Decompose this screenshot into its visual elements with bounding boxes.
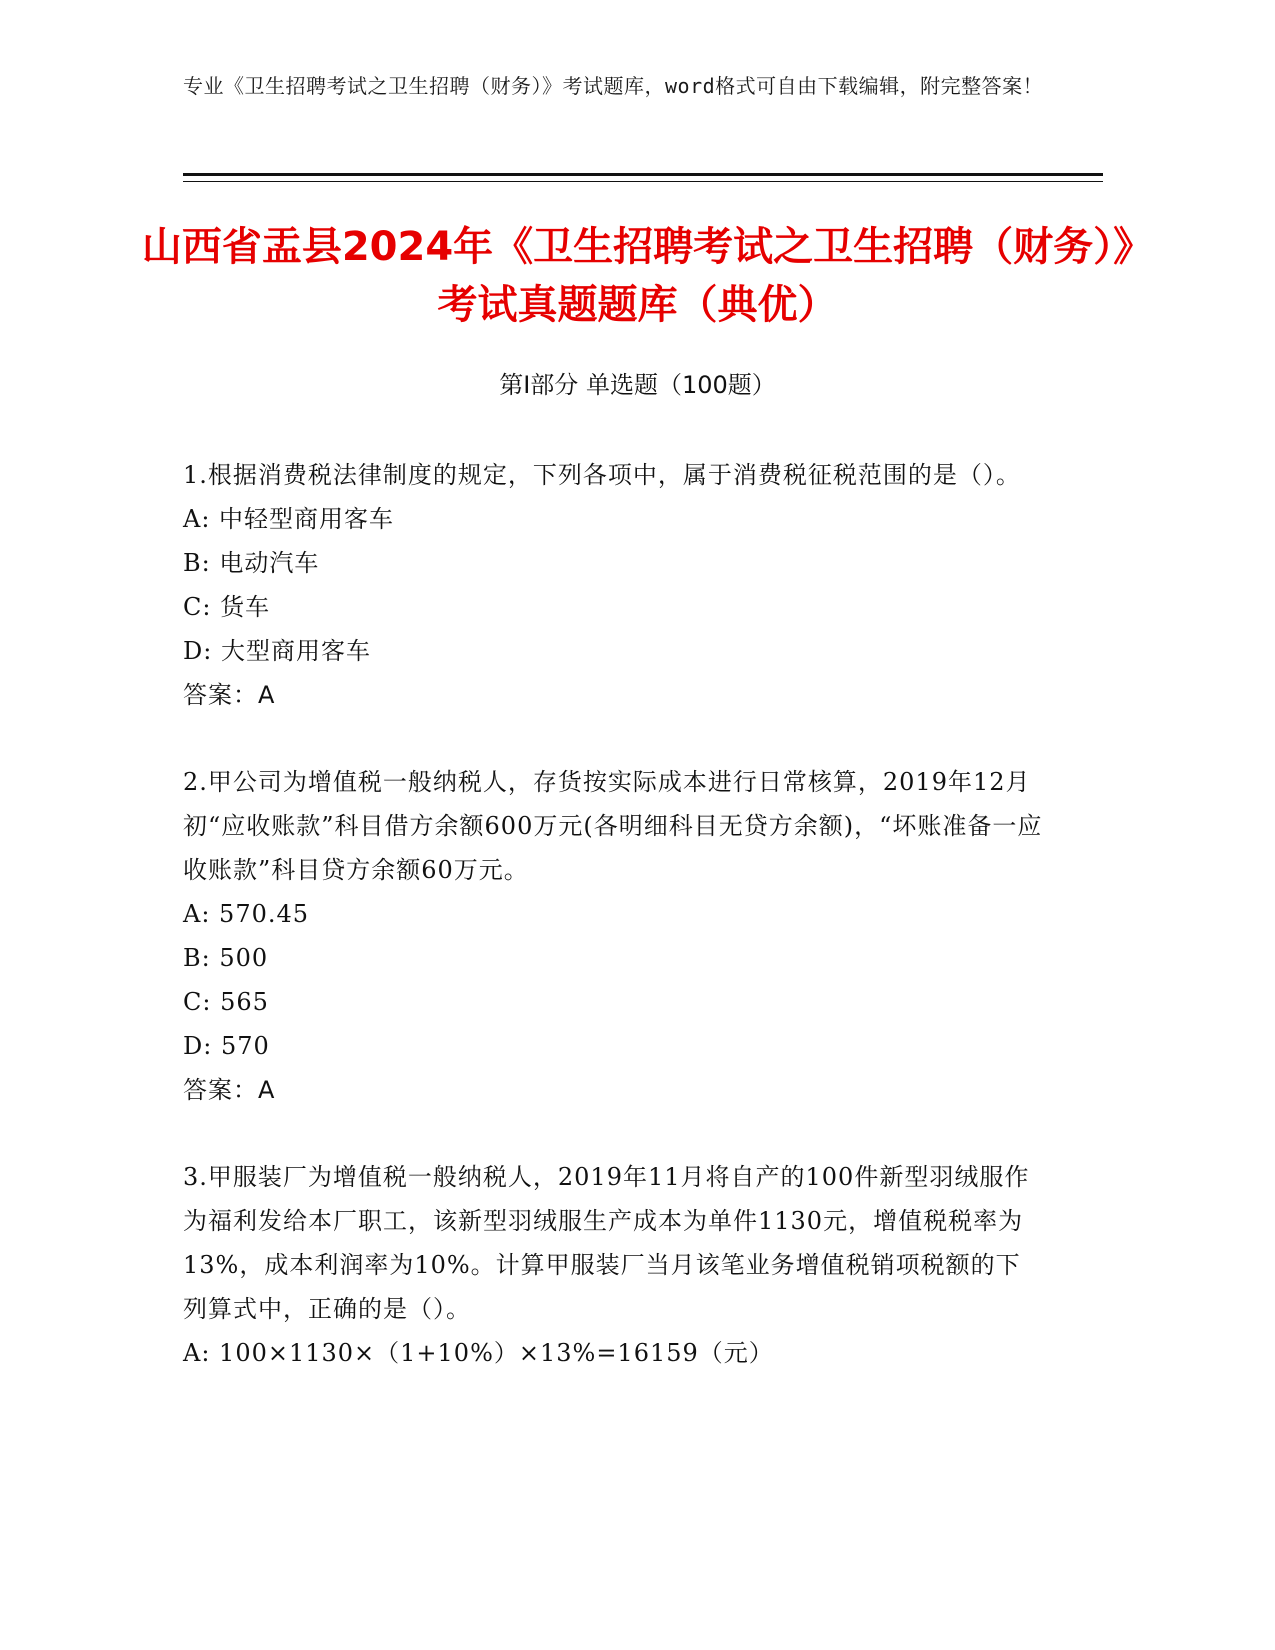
question-stem: 1.根据消费税法律制度的规定，下列各项中，属于消费税征税范围的是（）。 xyxy=(183,461,1021,489)
option-c: C: 565 xyxy=(183,988,269,1016)
spacer xyxy=(183,1112,1043,1155)
question-block xyxy=(183,1155,1043,1375)
question-block xyxy=(183,760,1043,1112)
question-block xyxy=(183,453,1043,717)
option-d: D: 大型商用客车 xyxy=(183,637,371,665)
option-a: A: 100×1130×（1+10%）×13%=16159（元） xyxy=(183,1339,774,1367)
option-c: C: 货车 xyxy=(183,593,271,621)
question-list xyxy=(183,453,1043,1375)
header-note: 专业《卫生招聘考试之卫生招聘（财务）》考试题库，word格式可自由下载编辑，附完整答案！ xyxy=(183,74,1044,98)
section-title: 第Ⅰ部分 单选题（100题） xyxy=(499,371,776,399)
header-rule-thin xyxy=(183,181,1103,182)
question-stem: 3.甲服装厂为增值税一般纳税人，2019年11月将自产的100件新型羽绒服作为福利发给本厂职工，该新型羽绒服生产成本为单件1130元，增值税税率为13%，成本利润率为10%。计算甲服装厂当月该笔业务增值税销项税额的下列算式中，正确的是（）。 xyxy=(183,1163,1030,1323)
option-a: A: 570.45 xyxy=(183,900,310,928)
option-b: B: 500 xyxy=(183,944,269,972)
option-a: A: 中轻型商用客车 xyxy=(183,505,395,533)
question-stem: 2.甲公司为增值税一般纳税人，存货按实际成本进行日常核算，2019年12月初“应收账款”科目借方余额600万元(各明细科目无贷方余额)，“坏账准备一应收账款”科目贷方余额60万元。 xyxy=(183,768,1043,884)
answer-line: 答案：A xyxy=(183,681,276,709)
document-title: 山西省盂县2024年《卫生招聘考试之卫生招聘（财务）》考试真题题库（典优） xyxy=(141,224,1134,328)
header-rule-thick xyxy=(183,173,1103,176)
answer-line: 答案：A xyxy=(183,1076,276,1104)
spacer xyxy=(183,717,1043,760)
option-d: D: 570 xyxy=(183,1032,270,1060)
option-b: B: 电动汽车 xyxy=(183,549,320,577)
